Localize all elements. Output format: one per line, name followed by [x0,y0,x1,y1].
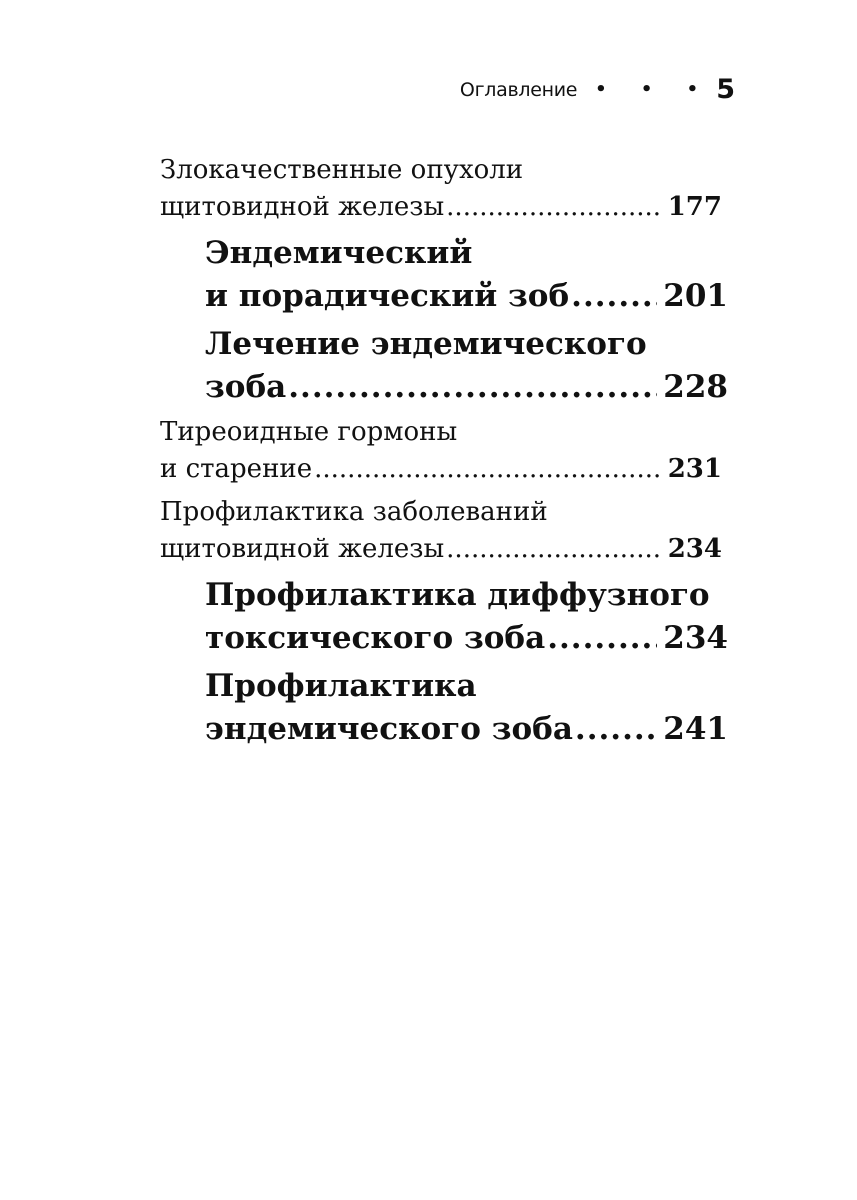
table-of-contents [160,152,728,756]
dot-leader [575,708,657,751]
toc-entry-page: 241 [663,711,728,747]
toc-entry-page: 234 [667,534,722,564]
toc-entry-title: Профилактика [205,668,477,704]
dot-leader [288,366,657,409]
toc-entry-page: 231 [667,454,722,484]
toc-entry-page: 177 [667,192,722,222]
running-head-bullets: • • • [595,79,713,100]
toc-entry-title-cont: и старение [160,454,313,484]
running-head-title: Оглавление [459,78,578,101]
toc-entry-title: Тиреоидные гормоны [160,417,458,447]
toc-entry[interactable] [205,323,728,409]
toc-entry-title-cont: токсического зоба [205,620,546,656]
dot-leader [571,275,657,318]
toc-entry-page: 234 [663,620,728,656]
toc-entry-title: Профилактика заболеваний [160,497,548,527]
toc-entry[interactable] [160,152,722,226]
dot-leader [446,189,662,226]
toc-entry-title: Эндемический [205,235,473,271]
running-head [460,74,735,105]
toc-entry-title-cont: щитовидной железы [160,534,445,564]
dot-leader [314,451,662,488]
toc-entry[interactable] [160,494,722,568]
toc-entry-title: Лечение эндемического [205,326,647,362]
toc-entry-title: Профилактика диффузного [205,577,710,613]
toc-entry-page: 201 [663,278,728,314]
toc-entry-page: 228 [663,369,728,405]
toc-entry-title-cont: эндемического зоба [205,711,573,747]
toc-entry-title: Злокачественные опухоли [160,155,524,185]
page-number: 5 [716,74,735,105]
toc-entry-title-cont: зоба [205,369,287,405]
toc-entry-title-cont: и порадический зоб [205,278,570,314]
dot-leader [446,531,662,568]
toc-entry[interactable] [160,414,722,488]
dot-leader [547,617,657,660]
toc-entry-title-cont: щитовидной железы [160,192,445,222]
toc-entry[interactable] [205,665,728,751]
toc-entry[interactable] [205,574,728,660]
toc-entry[interactable] [205,232,728,318]
